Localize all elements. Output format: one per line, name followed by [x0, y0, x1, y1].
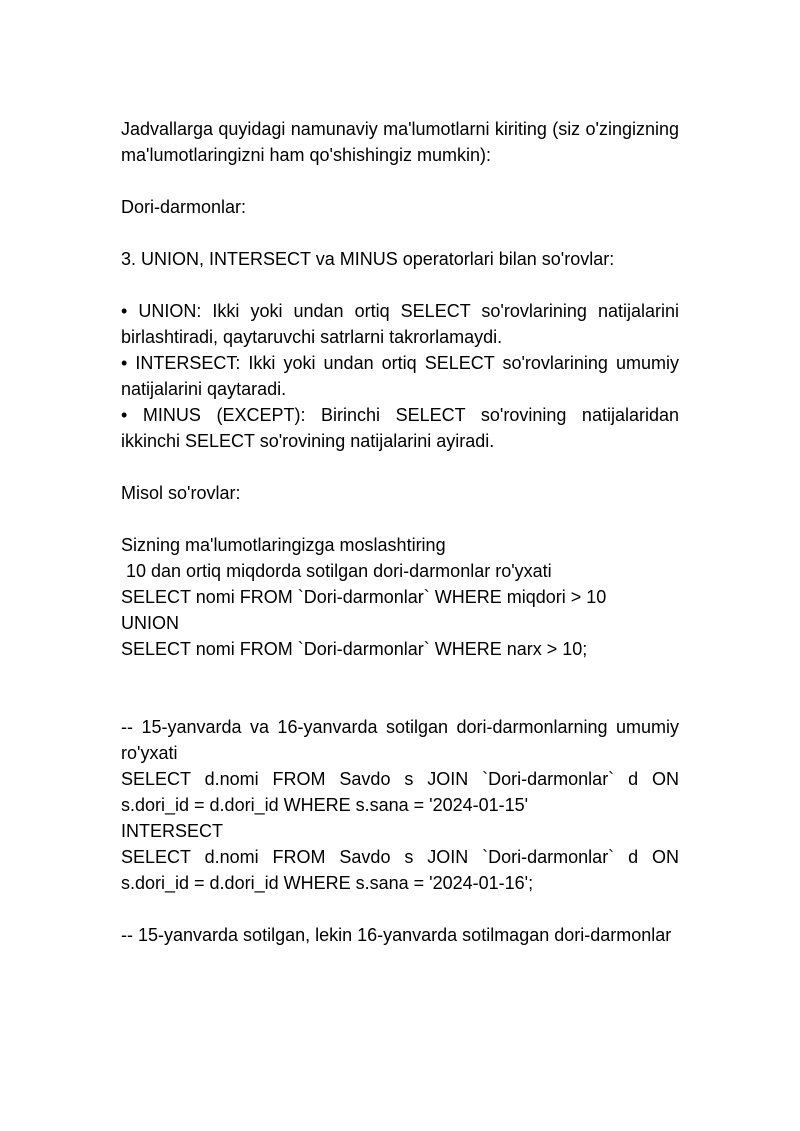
example2-query2: SELECT d.nomi FROM Savdo s JOIN `Dori-darmonlar` d ON s.dori_id = d.dori_id WHERE s.sana = '2024-01-16';	[121, 847, 679, 893]
example1-line2: 10 dan ortiq miqdorda sotilgan dori-darmonlar ro'yxati	[121, 561, 552, 581]
example2-query1: SELECT d.nomi FROM Savdo s JOIN `Dori-darmonlar` d ON s.dori_id = d.dori_id WHERE s.sana = '2024-01-15'	[121, 769, 679, 815]
section-3-heading: 3. UNION, INTERSECT va MINUS operatorlari bilan so'rovlar:	[121, 249, 615, 269]
bullet-union: • UNION: Ikki yoki undan ortiq SELECT so'rovlarining natijalarini birlashtiradi, qaytaruvchi satrlarni takrorlamaydi.	[121, 301, 679, 347]
example1-line5: SELECT nomi FROM `Dori-darmonlar` WHERE narx > 10;	[121, 639, 588, 659]
intro-paragraph: Jadvallarga quyidagi namunaviy ma'lumotlarni kiriting (siz o'zingizning ma'lumotlaringizni ham qo'shishingiz mumkin):	[121, 119, 679, 165]
misol-heading: Misol so'rovlar:	[121, 483, 241, 503]
dori-darmonlar-heading: Dori-darmonlar:	[121, 197, 247, 217]
example2-comment: -- 15-yanvarda va 16-yanvarda sotilgan dori-darmonlarning umumiy ro'yxati	[121, 717, 679, 763]
bullet-minus: • MINUS (EXCEPT): Birinchi SELECT so'rovining natijalaridan ikkinchi SELECT so'rovining natijalarini ayiradi.	[121, 405, 679, 451]
document-page	[121, 116, 679, 948]
example1-line4: UNION	[121, 613, 179, 633]
example2-operator: INTERSECT	[121, 821, 224, 841]
example1-line1: Sizning ma'lumotlaringizga moslashtiring	[121, 535, 446, 555]
example3-comment: -- 15-yanvarda sotilgan, lekin 16-yanvarda sotilmagan dori-darmonlar	[121, 925, 672, 945]
example1-line3: SELECT nomi FROM `Dori-darmonlar` WHERE miqdori > 10	[121, 587, 607, 607]
bullet-intersect: • INTERSECT: Ikki yoki undan ortiq SELECT so'rovlarining umumiy natijalarini qaytaradi.	[121, 353, 679, 399]
